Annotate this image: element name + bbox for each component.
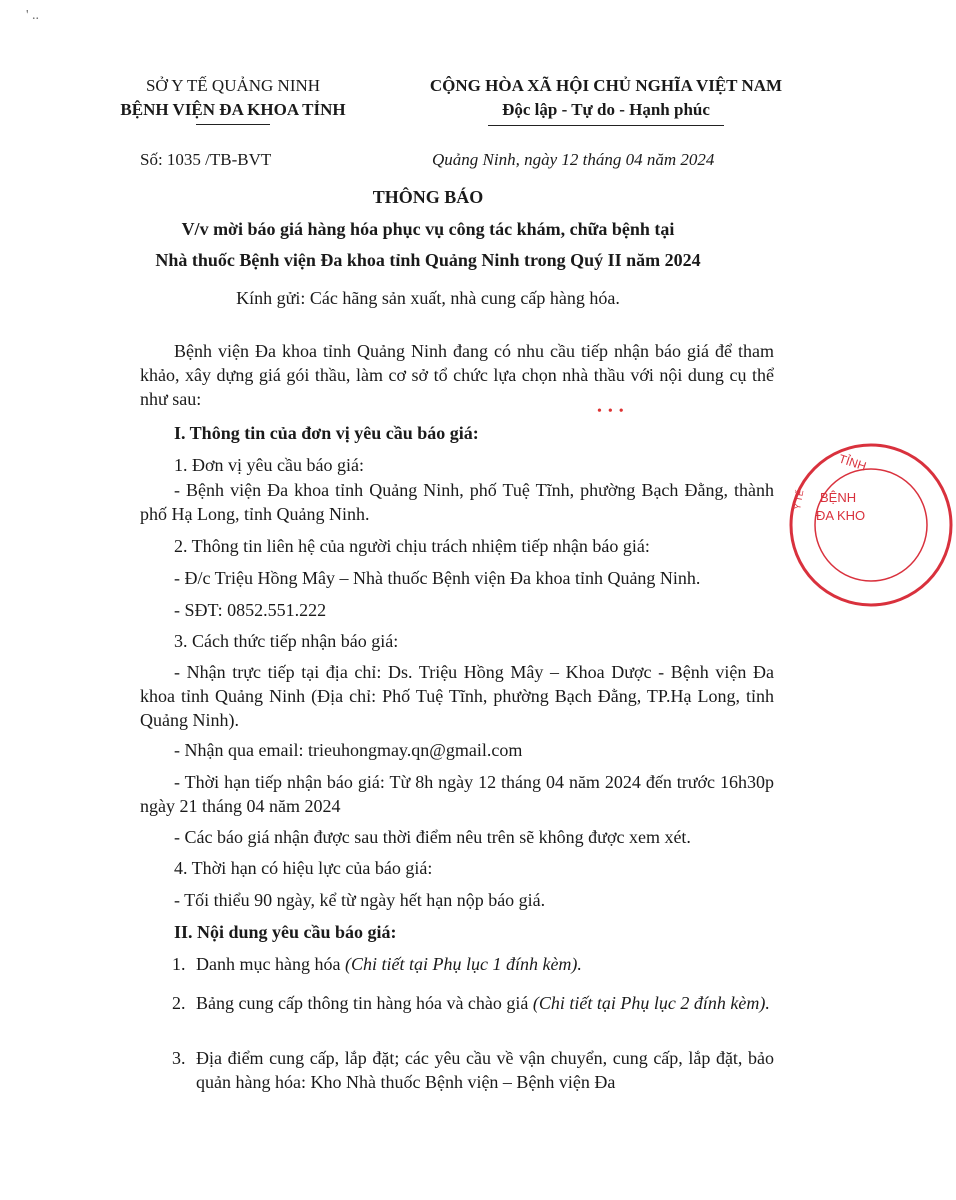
seal-text-1: BỆNH [820,490,857,505]
s1-item2: 2. Thông tin liên hệ của người chịu trách nhiệm tiếp nhận báo giá: [174,536,650,556]
list-number: 3. [172,1048,186,1068]
s1-item3-deadline: - Thời hạn tiếp nhận báo giá: Từ 8h ngày 12 tháng 04 năm 2024 đến trước 16h30p ngày 21 tháng 04 năm 2024 [140,772,774,816]
list-text: Bảng cung cấp thông tin hàng hóa và chào giá [196,993,533,1013]
s1-item1: 1. Đơn vị yêu cầu báo giá: [174,455,364,475]
list-reference: (Chi tiết tại Phụ lục 1 đính kèm). [344,954,582,974]
ink-dots: ••• [597,404,630,419]
issuer-header [98,74,368,125]
s1-item2-contact: - Đ/c Triệu Hồng Mây – Nhà thuốc Bệnh viện Đa khoa tỉnh Quảng Ninh. [174,568,701,588]
national-title: CỘNG HÒA XÃ HỘI CHỦ NGHĨA VIỆT NAM [429,76,783,95]
seal-text-2: ĐA KHO [816,508,866,523]
section2-heading: II. Nội dung yêu cầu báo giá: [174,922,397,942]
s2-list-item [172,991,774,1015]
recipient-line: Kính gửi: Các hãng sản xuất, nhà cung cấp hàng hóa. [236,288,620,308]
issuer-underline [196,124,270,125]
list-number: 1. [172,954,186,974]
document-title: THÔNG BÁO [372,187,484,207]
document-number: Số: 1035 /TB-BVT [140,150,272,169]
intro-paragraph: Bệnh viện Đa khoa tỉnh Quảng Ninh đang có nhu cầu tiếp nhận báo giá để tham khảo, xây dựng giá gói thầu, làm cơ sở tổ chức lựa chọn nhà thầu với nội dung cụ thể như sau: [140,341,774,409]
s1-item2-phone: - SĐT: 0852.551.222 [174,600,327,620]
national-motto: Độc lập - Tự do - Hạnh phúc [502,100,710,119]
list-text: Địa điểm cung cấp, lắp đặt; các yêu cầu về vận chuyển, cung cấp, lắp đặt, bảo quản hàng hóa: Kho Nhà thuốc Bệnh viện – Bệnh viện Đa [196,1048,774,1092]
seal-inner-ring [815,469,927,581]
s1-item4: 4. Thời hạn có hiệu lực của báo giá: [174,858,433,878]
s2-list-item [172,1046,774,1094]
section1-heading: I. Thông tin của đơn vị yêu cầu báo giá: [174,423,479,443]
national-header [396,74,816,126]
issuer-department: SỞ Y TẾ QUẢNG NINH [145,76,321,95]
document-subject-line1: V/v mời báo giá hàng hóa phục vụ công tác khám, chữa bệnh tại [181,219,675,239]
s2-list-item [172,952,774,976]
hospital-seal [786,440,956,610]
list-reference: (Chi tiết tại Phụ lục 2 đính kèm). [532,993,770,1013]
motto-underline [488,125,724,126]
s1-item3: 3. Cách thức tiếp nhận báo giá: [174,631,399,651]
document-subject-line2: Nhà thuốc Bệnh viện Đa khoa tỉnh Quảng Ninh trong Quý II năm 2024 [155,250,701,270]
list-number: 2. [172,993,186,1013]
seal-side-text: Y TẾ [792,489,806,511]
s1-item3-email: - Nhận qua email: trieuhongmay.qn@gmail.com [174,740,523,760]
list-text: Danh mục hàng hóa [196,954,345,974]
issuer-hospital: BỆNH VIỆN ĐA KHOA TỈNH [120,100,346,119]
scan-mark: ' .. [26,8,40,23]
s1-item3-note: - Các báo giá nhận được sau thời điểm nêu trên sẽ không được xem xét. [174,827,691,847]
seal-top-text: TỈNH [837,451,869,474]
s1-item1-detail: - Bệnh viện Đa khoa tỉnh Quảng Ninh, phố Tuệ Tĩnh, phường Bạch Đằng, thành phố Hạ Long, tỉnh Quảng Ninh. [140,480,774,524]
s1-item4-validity: - Tối thiểu 90 ngày, kể từ ngày hết hạn nộp báo giá. [174,890,546,910]
s1-item3-address: - Nhận trực tiếp tại địa chỉ: Ds. Triệu Hồng Mây – Khoa Dược - Bệnh viện Đa khoa tỉnh Quảng Ninh (Địa chỉ: Phố Tuệ Tĩnh, phường Bạch Đằng, TP.Hạ Long, tỉnh Quảng Ninh). [140,662,774,730]
document-date: Quảng Ninh, ngày 12 tháng 04 năm 2024 [432,150,715,169]
